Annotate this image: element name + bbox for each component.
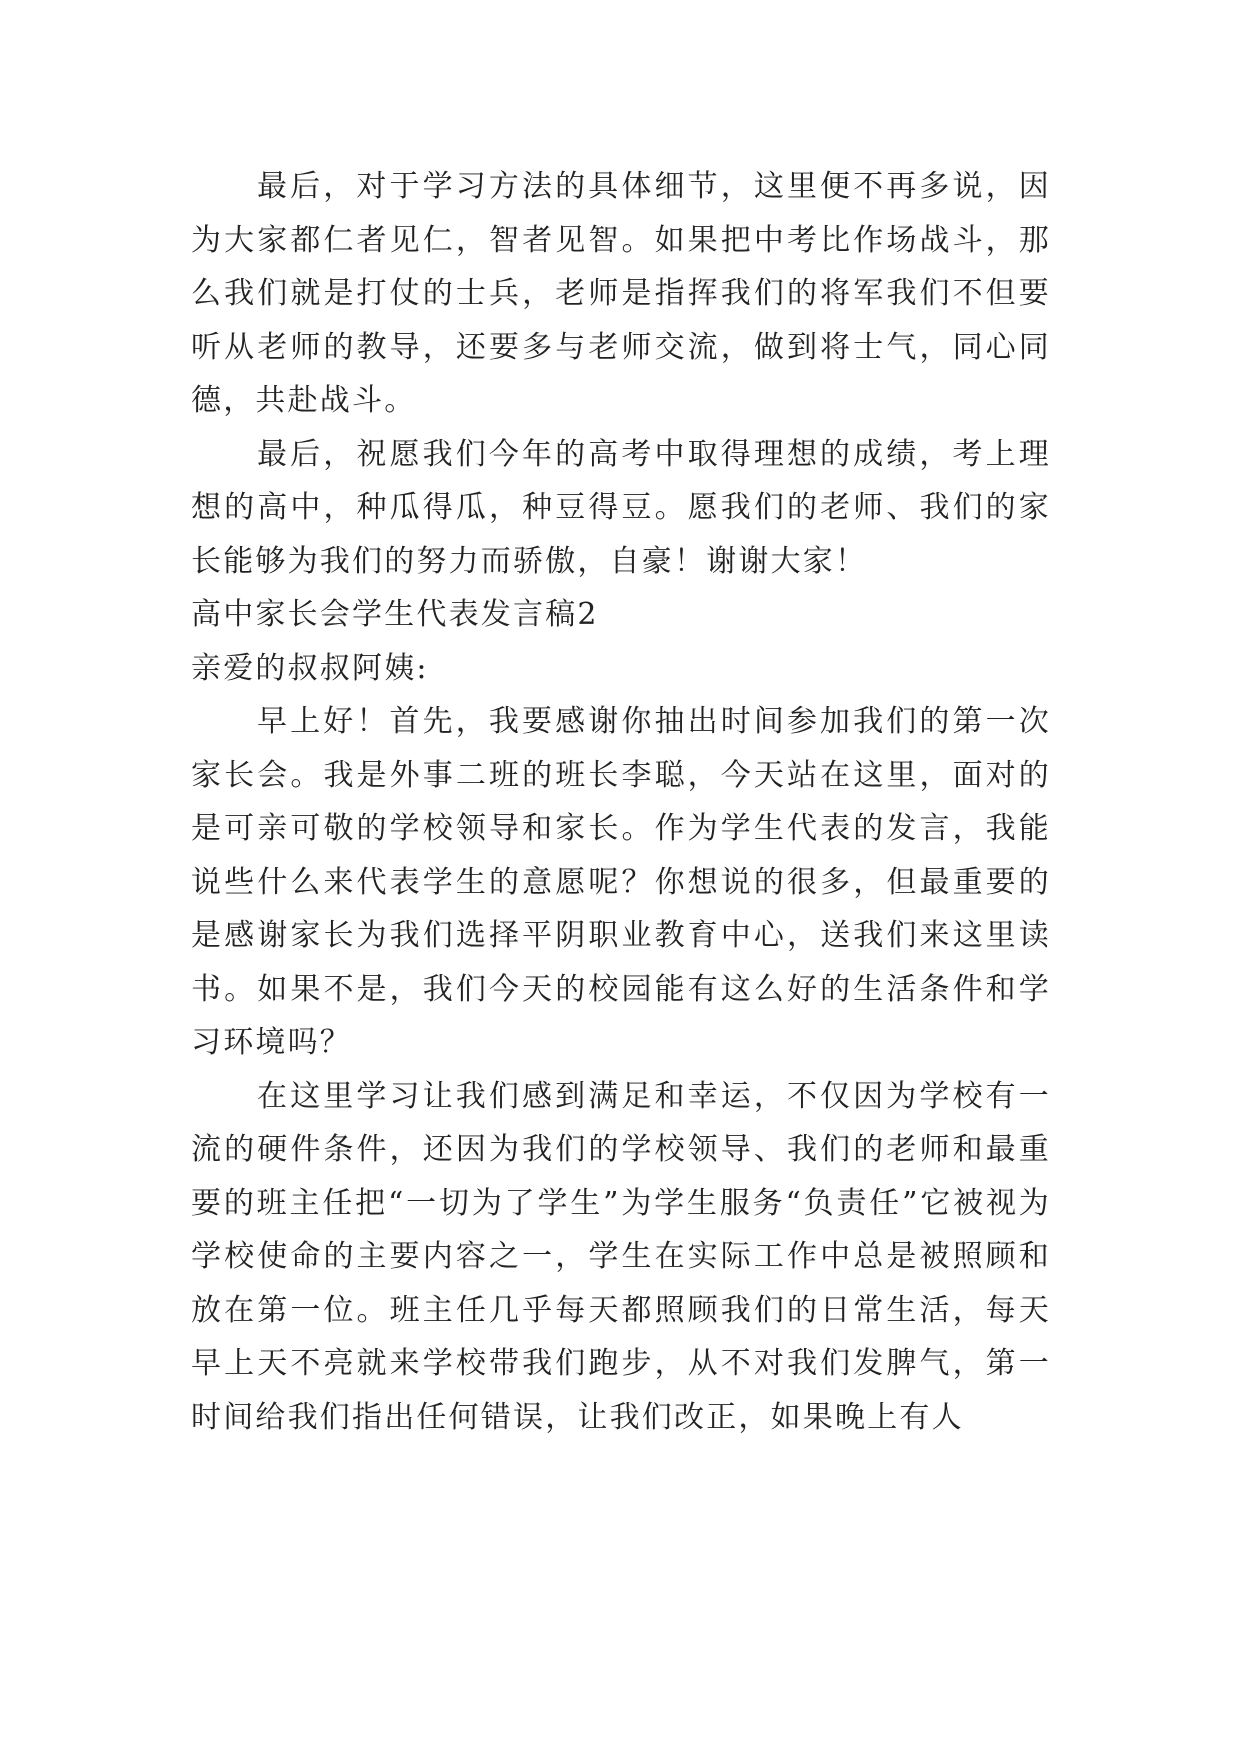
- paragraph-school-life: 在这里学习让我们感到满足和幸运，不仅因为学校有一流的硬件条件，还因为我们的学校领导、我们的老师和最重要的班主任把“一切为了学生”为学生服务“负责任”它被视为学校使命的主要内容之一，学生在实际工作中总是被照顾和放在第一位。班主任几乎每天都照顾我们的日常生活，每天早上天不亮就来学校带我们跑步，从不对我们发脾气，第一时间给我们指出任何错误，让我们改正，如果晚上有人: [191, 1078, 1051, 1435]
- document-body: [191, 160, 1051, 1444]
- salutation: 亲爱的叔叔阿姨:: [191, 650, 429, 686]
- paragraph-best-wishes: 最后，祝愿我们今年的高考中取得理想的成绩，考上理想的高中，种瓜得瓜，种豆得豆。愿我们的老师、我们的家长能够为我们的努力而骄傲，自豪！谢谢大家！: [191, 436, 1051, 579]
- paragraph-study-methods: 最后，对于学习方法的具体细节，这里便不再多说，因为大家都仁者见仁，智者见智。如果把中考比作场战斗，那么我们就是打仗的士兵，老师是指挥我们的将军我们不但要听从老师的教导，还要多与老师交流，做到将士气，同心同德，共赴战斗。: [191, 169, 1051, 418]
- section-title: 高中家长会学生代表发言稿2: [191, 597, 599, 632]
- paragraph-greeting: 早上好！首先，我要感谢你抽出时间参加我们的第一次家长会。我是外事二班的班长李聪，今天站在这里，面对的是可亲可敬的学校领导和家长。作为学生代表的发言，我能说些什么来代表学生的意愿呢？你想说的很多，但最重要的是感谢家长为我们选择平阴职业教育中心，送我们来这里读书。如果不是，我们今天的校园能有这么好的生活条件和学习环境吗？: [191, 704, 1051, 1060]
